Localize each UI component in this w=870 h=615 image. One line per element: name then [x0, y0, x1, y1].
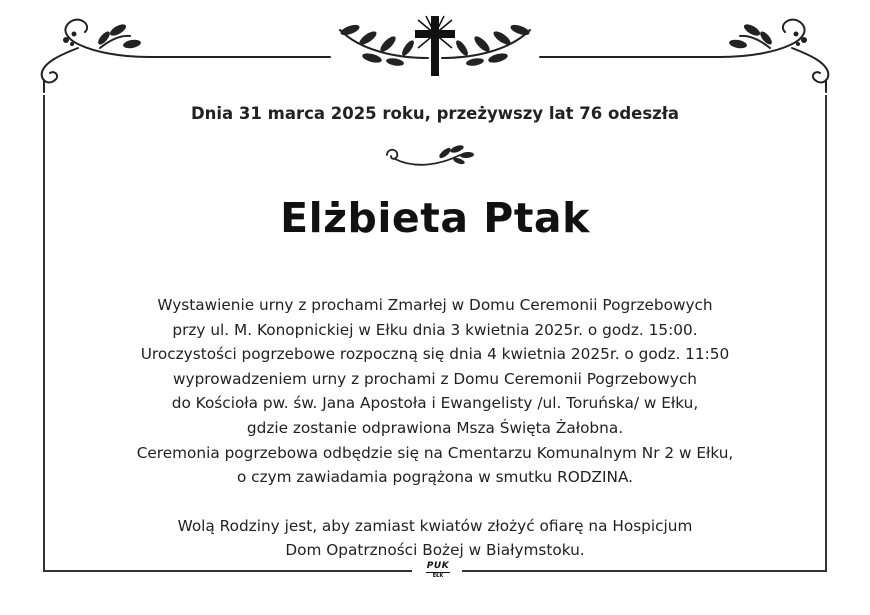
- logo-main-text: PUK: [426, 561, 450, 571]
- funeral-home-logo: [418, 562, 458, 579]
- ceremony-line: Ceremonia pogrzebowa odbędzie się na Cmentarzu Komunalnym Nr 2 w Ełku,: [136, 443, 734, 462]
- ceremony-line: Wystawienie urny z prochami Zmarłej w Domu Ceremonii Pogrzebowych: [157, 296, 713, 314]
- cross-icon: [415, 16, 455, 76]
- family-request-line: Wolą Rodziny jest, aby zamiast kwiatów złożyć ofiarę na Hospicjum: [177, 516, 693, 535]
- ceremony-line: wyprowadzeniem urny z prochami z Domu Ceremonii Pogrzebowych: [173, 369, 697, 388]
- ceremony-line: gdzie zostanie odprawiona Msza Święta Żałobna.: [246, 418, 624, 437]
- family-request-line: Dom Opatrzności Bożej w Białymstoku.: [285, 541, 585, 560]
- frame-bottom-border-right: [462, 570, 827, 572]
- deceased-name: Elżbieta Ptak: [280, 194, 590, 242]
- death-announcement-intro: Dnia 31 marca 2025 roku, przeżywszy lat 76 odeszła: [190, 104, 680, 123]
- top-ornament: [0, 0, 870, 100]
- ceremony-details: [45, 293, 825, 563]
- ceremony-line: przy ul. M. Konopnickiej w Ełku dnia 3 kwietnia 2025r. o godz. 15:00.: [172, 320, 698, 339]
- leaf-divider-icon: [385, 143, 485, 173]
- ceremony-line: Uroczystości pogrzebowe rozpoczną się dnia 4 kwietnia 2025r. o godz. 11:50: [140, 345, 730, 364]
- ceremony-line: o czym zawiadamia pogrążona w smutku RODZINA.: [236, 468, 634, 487]
- ceremony-line: do Kościoła pw. św. Jana Apostoła i Ewangelisty /ul. Toruńska/ w Ełku,: [171, 394, 699, 413]
- frame-bottom-border-left: [43, 570, 412, 572]
- logo-sub-text: EŁK: [426, 572, 450, 579]
- frame-right-border: [825, 95, 827, 571]
